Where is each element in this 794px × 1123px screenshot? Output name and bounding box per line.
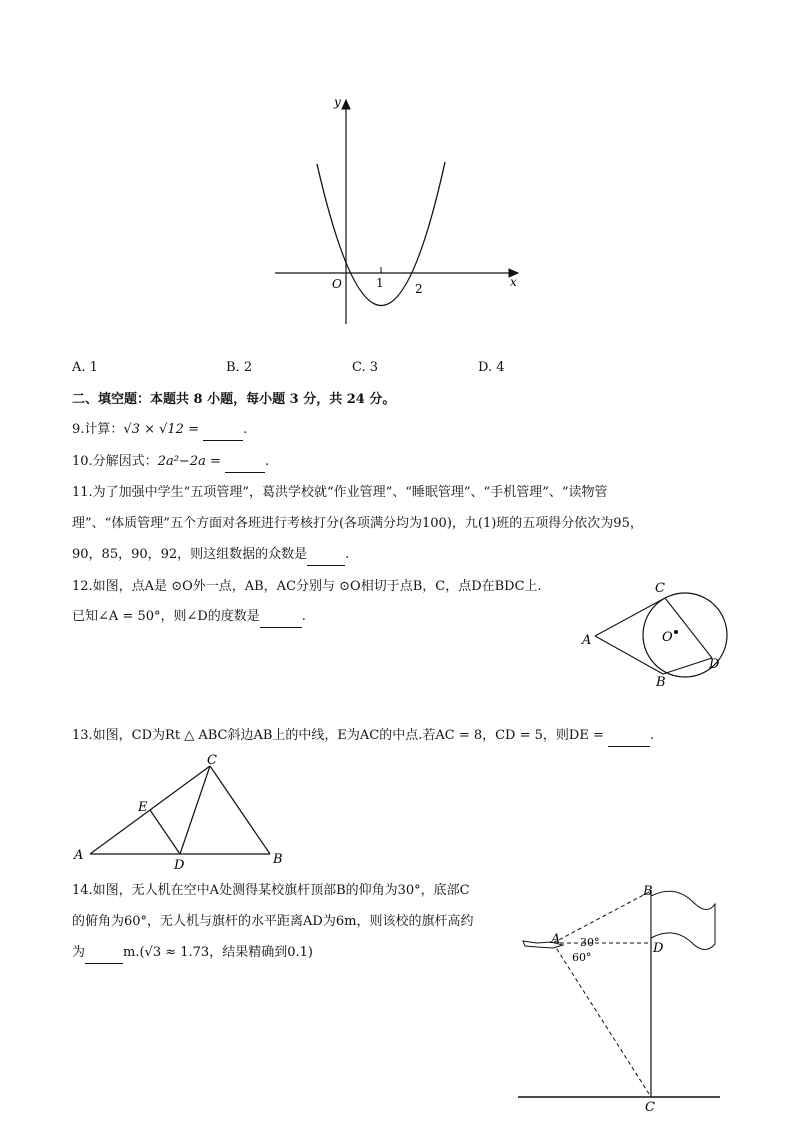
question-10 [72,452,269,473]
label-d: D [709,657,720,672]
q13-answer-blank[interactable] [608,726,650,747]
origin-label: O [332,277,342,291]
q10-prefix: 10.分解因式： [72,454,158,469]
q14-answer-blank[interactable] [85,943,123,964]
q14-line-3-suffix: m.(√3 ≈ 1.73，结果精确到0.1) [123,945,313,960]
q11-answer-blank[interactable] [307,545,345,566]
label-d: D [174,858,185,870]
q14-line-1: 14.如图，无人机在空中A处测得某校旗杆顶部B的仰角为30°，底部C [72,883,470,898]
option-c[interactable]: C. 3 [352,360,379,375]
q12-line-2-text: 已知∠A = 50°，则∠D的度数是 [72,609,260,624]
q11-line-1: 11.为了加强中学生“五项管理”，葛洪学校就“作业管理”、“睡眠管理”、“手机管理”、“读物管 [72,485,608,500]
segment-de [150,810,180,854]
q10-expression: 2a²−2a = [157,454,221,469]
angle-30-label: 30° [580,936,600,949]
q9-prefix: 9.计算： [72,422,124,437]
tick-label-1: 1 [376,276,384,290]
q14-line-3 [72,943,313,964]
center-o-dot [674,630,678,634]
q13-text: 13.如图，CD为Rt △ ABC斜边AB上的中线，E为AC的中点.若AC = 8，CD = 5，则DE = [72,728,604,743]
q11-line-2: 理”、“体质管理”五个方面对各班进行考核打分(各项满分均为100)，九(1)班的五项得分依次为95， [72,516,643,531]
q13-triangle-figure [70,752,290,870]
label-c: C [645,1100,655,1112]
option-a[interactable]: A. 1 [72,360,98,375]
q14-line-2: 的俯角为60°，无人机与旗杆的水平距离AD为6m，则该校的旗杆高约 [72,914,474,929]
option-b[interactable]: B. 2 [226,360,253,375]
tick-label-2: 2 [415,282,423,296]
option-d[interactable]: D. 4 [478,360,505,375]
q14-line-3-prefix: 为 [72,945,86,960]
parabola-graph [270,92,530,328]
q12-suffix: . [301,609,306,624]
label-a: A [582,633,592,648]
sightline-ab [553,891,651,943]
q10-suffix: . [265,454,270,469]
q12-line-2 [72,607,306,628]
q12-circle-figure [578,578,728,690]
label-b: B [643,884,653,899]
tangent-ac [595,598,665,636]
label-d: D [653,941,664,956]
q9-suffix: . [243,422,248,437]
q14-flagpole-figure [515,880,725,1112]
q12-answer-blank[interactable] [260,607,302,628]
q13-suffix: . [650,728,655,743]
q9-expression: √3 × √12 = [123,422,199,437]
label-c: C [655,581,665,596]
label-b: B [656,675,666,690]
q10-answer-blank[interactable] [225,452,265,473]
q11-line-3 [72,545,349,566]
median-cd [180,766,210,854]
side-bc [210,766,270,854]
q11-line-3-text: 90，85，90，92，则这组数据的众数是 [72,547,308,562]
question-13 [72,726,654,747]
x-axis-label: x [510,275,517,289]
section-heading: 二、填空题：本题共 8 小题，每小题 3 分，共 24 分。 [72,392,396,407]
y-axis-label: y [334,95,341,109]
q11-suffix: . [345,547,350,562]
label-a: A [74,848,84,863]
label-o: O [662,630,673,645]
angle-60-label: 60° [572,951,592,964]
question-9 [72,420,247,441]
label-c: C [207,753,217,768]
sightline-ac [553,943,651,1097]
tangent-ab [595,636,663,674]
chord-cd [665,598,712,658]
q12-line-1: 12.如图，点A是 ⊙O外一点，AB，AC分别与 ⊙O相切于点B，C，点D在BDC上. [72,579,542,594]
label-a: A [551,932,561,947]
label-e: E [138,800,148,815]
label-b: B [273,852,283,867]
q9-answer-blank[interactable] [203,420,243,441]
